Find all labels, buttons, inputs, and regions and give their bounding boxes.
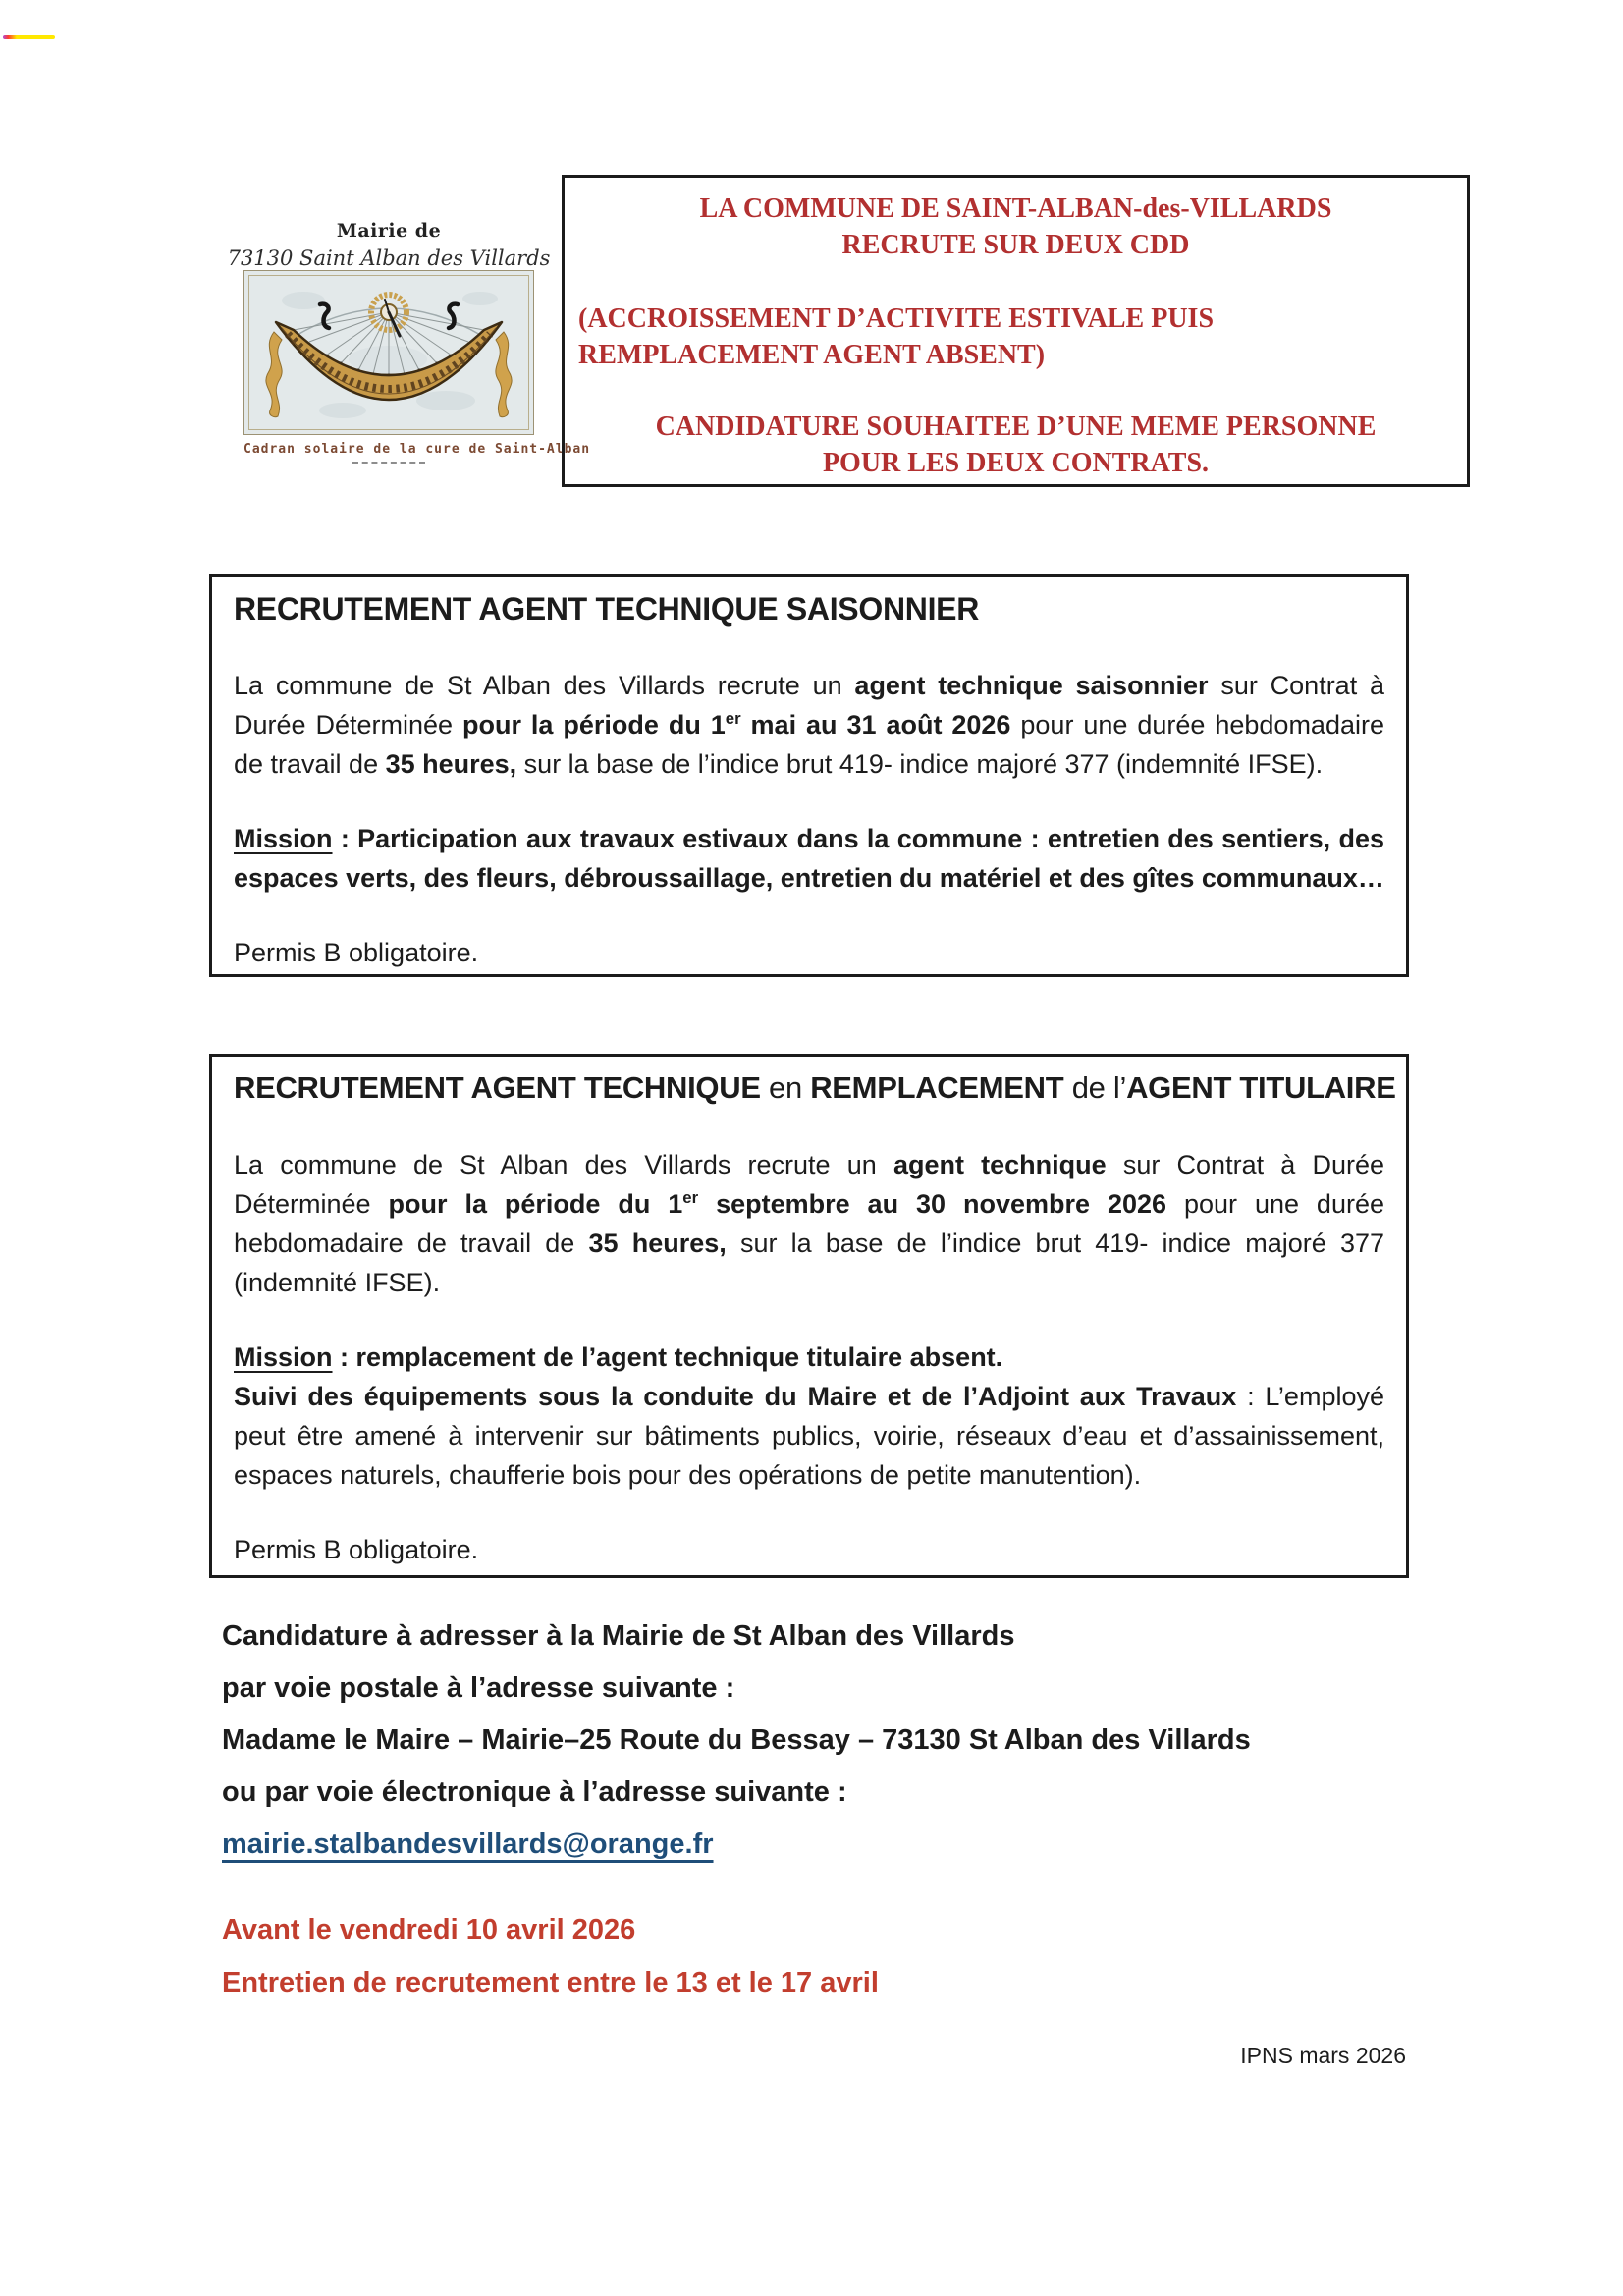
section-intro: La commune de St Alban des Villards recrute un agent technique saisonnier sur Contrat à Durée Déterminée pour la période du 1er mai au 31 août 2026 pour une durée hebdomadaire de travail de 35 heures, sur la base de l’indice brut 419- indice majoré 377 (indemnité IFSE). [234, 671, 1385, 779]
mairie-logo [227, 220, 591, 464]
section-mission: Mission : remplacement de l’agent technique titulaire absent. [234, 1342, 1003, 1372]
logo-heading: Mairie de [336, 220, 442, 242]
sundial-drawing [244, 271, 533, 434]
announcement-banner [562, 175, 1470, 487]
section-seasonal-recruitment [209, 574, 1409, 977]
application-instructions [222, 1611, 1251, 1871]
deadline-block [222, 1903, 879, 2009]
banner-title [565, 191, 1467, 263]
section-title: RECRUTEMENT AGENT TECHNIQUE en REMPLACEMENT de l’AGENT TITULAIRE [234, 1070, 1396, 1105]
banner-candidate-note [565, 409, 1467, 481]
logo-caption: Cadran solaire de la cure de Saint-Alban [243, 442, 591, 457]
interview-line: Entretien de recrutement entre le 13 et le 17 avril [222, 1967, 879, 1998]
deadline-line: Avant le vendredi 10 avril 2026 [222, 1914, 636, 1945]
section-permit: Permis B obligatoire. [234, 938, 479, 967]
section-mission-detail: Suivi des équipements sous la conduite du Maire et de l’Adjoint aux Travaux : L’employé peut être amené à intervenir sur bâtiments publics, voirie, réseaux d’eau et d’assainissement, espaces naturels, chaufferie bois pour des opérations de petite manutention). [234, 1382, 1384, 1490]
apply-line: Candidature à adresser à la Mairie de St Alban des Villards [222, 1620, 1015, 1652]
email-link[interactable]: mairie.stalbandesvillards@orange.fr [222, 1829, 714, 1860]
section-title: RECRUTEMENT AGENT TECHNIQUE SAISONNIER [234, 591, 980, 627]
banner-candidate-line: POUR LES DEUX CONTRATS. [822, 448, 1210, 478]
banner-activity-line: REMPLACEMENT AGENT ABSENT) [578, 340, 1046, 370]
logo-commune-name: 73130 Saint Alban des Villards [227, 246, 551, 270]
scan-artifact [3, 35, 55, 39]
logo-commune-row [227, 245, 551, 272]
banner-activity-line: (ACCROISSEMENT D’ACTIVITE ESTIVALE PUIS [578, 303, 1215, 334]
print-note: IPNS mars 2026 [1240, 2043, 1406, 2068]
apply-line: par voie postale à l’adresse suivante : [222, 1672, 735, 1704]
section-permit: Permis B obligatoire. [234, 1535, 479, 1564]
banner-title-line: LA COMMUNE DE SAINT-ALBAN-des-VILLARDS [699, 193, 1332, 224]
banner-title-line: RECRUTE SUR DEUX CDD [841, 230, 1190, 260]
banner-candidate-line: CANDIDATURE SOUHAITEE D’UNE MEME PERSONNE [655, 411, 1377, 442]
banner-activity [565, 301, 1467, 373]
sundial-logo-image [243, 270, 534, 435]
decorative-rule [352, 462, 425, 464]
section-intro: La commune de St Alban des Villards recrute un agent technique sur Contrat à Durée Déterminée pour la période du 1er septembre au 30 novembre 2026 pour une durée hebdomadaire de travail de 35 heures, sur la base de l’indice brut 419- indice majoré 377 (indemnité IFSE). [234, 1150, 1385, 1297]
apply-line: Madame le Maire – Mairie–25 Route du Bessay – 73130 St Alban des Villards [222, 1724, 1251, 1756]
section-replacement-recruitment [209, 1054, 1409, 1578]
apply-line: ou par voie électronique à l’adresse suivante : [222, 1777, 847, 1808]
section-mission: Mission : Participation aux travaux estivaux dans la commune : entretien des sentiers, des espaces verts, des fleurs, débroussaillage, entretien du matériel et des gîtes communaux… [234, 824, 1384, 893]
